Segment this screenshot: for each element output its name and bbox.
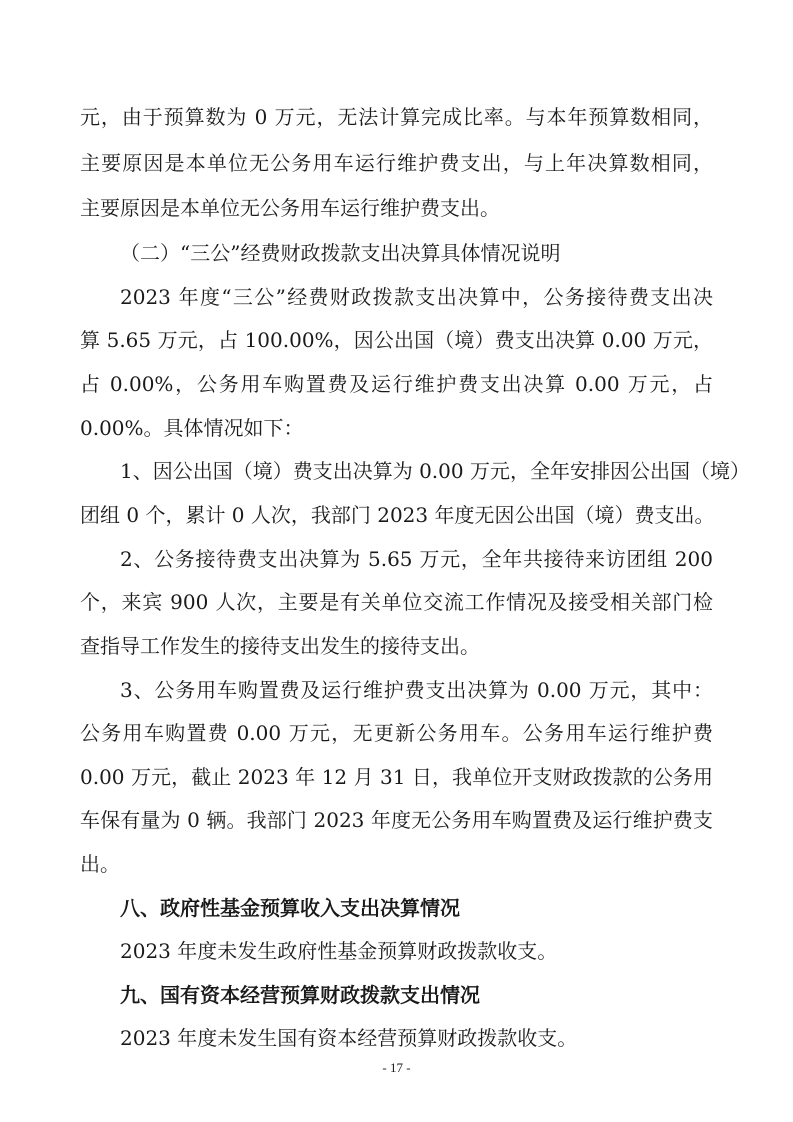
section-heading-8: 八、政府性基金预算收入支出决算情况: [120, 896, 460, 920]
list-item-line: 1、因公出国（境）费支出决算为 0.00 万元，全年安排因公出国（境）: [120, 459, 750, 483]
section-body-9: 2023 年度未发生国有资本经营预算财政拨款收支。: [120, 1026, 578, 1050]
section-heading-9: 九、国有资本经营预算财政拨款支出情况: [120, 983, 480, 1007]
paragraph-line: 占 0.00%，公务用车购置费及运行维护费支出决算 0.00 万元，占: [80, 372, 713, 396]
list-item-line: 公务用车购置费 0.00 万元，无更新公务用车。公务用车运行维护费: [80, 721, 713, 745]
list-item-line: 出。: [80, 852, 120, 876]
list-item-line: 团组 0 个，累计 0 人次，我部门 2023 年度无因公出国（境）费支出。: [80, 503, 715, 527]
page-number: - 17 -: [382, 1060, 411, 1075]
subheading-three-public-expenses: （二）“三公”经费财政拨款支出决算具体情况说明: [120, 241, 561, 265]
list-item-line: 2、公务接待费支出决算为 5.65 万元，全年共接待来访团组 200: [120, 547, 713, 571]
paragraph-line: 主要原因是本单位无公务用车运行维护费支出。: [80, 196, 500, 220]
paragraph-line: 0.00%。具体情况如下：: [80, 416, 304, 440]
list-item-line: 车保有量为 0 辆。我部门 2023 年度无公务用车购置费及运行维护费支: [80, 808, 713, 832]
list-item-line: 0.00 万元，截止 2023 年 12 月 31 日，我单位开支财政拨款的公务用: [80, 765, 713, 789]
paragraph-line: 元，由于预算数为 0 万元，无法计算完成比率。与本年预算数相同，: [80, 105, 713, 129]
paragraph-line: 2023 年度“三公”经费财政拨款支出决算中，公务接待费支出决: [120, 285, 713, 309]
section-body-8: 2023 年度未发生政府性基金预算财政拨款收支。: [120, 939, 558, 963]
paragraph-line: 主要原因是本单位无公务用车运行维护费支出，与上年决算数相同，: [80, 151, 713, 175]
paragraph-line: 算 5.65 万元，占 100.00%，因公出国（境）费支出决算 0.00 万元，: [80, 328, 713, 352]
list-item-line: 3、公务用车购置费及运行维护费支出决算为 0.00 万元，其中：: [120, 678, 713, 702]
list-item-line: 个，来宾 900 人次，主要是有关单位交流工作情况及接受相关部门检: [80, 590, 713, 614]
list-item-line: 查指导工作发生的接待支出发生的接待支出。: [80, 634, 480, 658]
